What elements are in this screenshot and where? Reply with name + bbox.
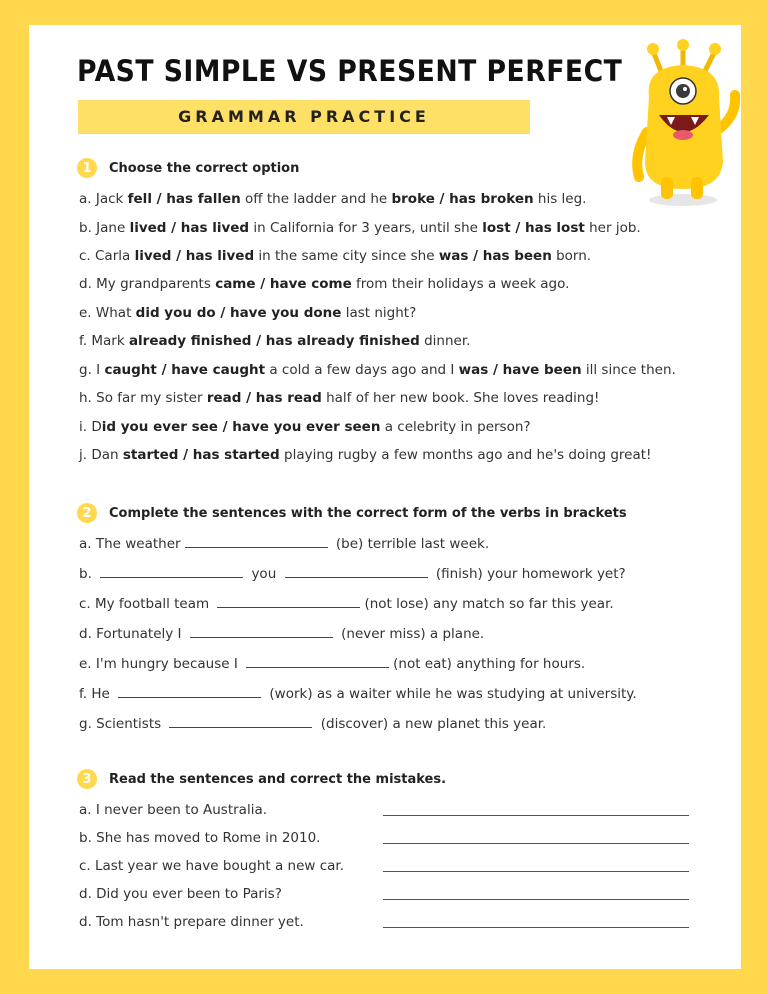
- answer-blank[interactable]: [118, 685, 261, 698]
- s3-item-c: c. Last year we have bought a new car.: [79, 858, 345, 874]
- worksheet: [29, 25, 741, 969]
- answer-line[interactable]: [383, 899, 689, 900]
- answer-line[interactable]: [383, 871, 689, 872]
- s2-item-e: e. I'm hungry because I (not eat) anything for hours.: [79, 656, 586, 672]
- section-2-title: Complete the sentences with the correct form of the verbs in brackets: [109, 505, 627, 521]
- answer-blank[interactable]: [100, 565, 243, 578]
- s1-item-e: e. What did you do / have you done last night?: [79, 305, 417, 321]
- section-2-heading: [77, 503, 627, 523]
- section-3-heading: [77, 769, 446, 789]
- section-1-number: 1: [77, 158, 97, 178]
- s1-item-h: h. So far my sister read / has read half of her new book. She loves reading!: [79, 390, 600, 406]
- subtitle: GRAMMAR PRACTICE: [178, 107, 430, 126]
- s1-item-b: b. Jane lived / has lived in California for 3 years, until she lost / has lost her job.: [79, 220, 641, 236]
- s3-item-e: d. Tom hasn't prepare dinner yet.: [79, 914, 304, 930]
- answer-blank[interactable]: [285, 565, 428, 578]
- answer-blank[interactable]: [190, 625, 333, 638]
- section-1-title: Choose the correct option: [109, 160, 300, 176]
- answer-blank[interactable]: [169, 715, 312, 728]
- answer-line[interactable]: [383, 843, 689, 844]
- subtitle-banner: [78, 100, 530, 134]
- s2-item-g: g. Scientists (discover) a new planet this year.: [79, 716, 547, 732]
- s2-item-c: c. My football team (not lose) any match so far this year.: [79, 596, 614, 612]
- s2-item-d: d. Fortunately I (never miss) a plane.: [79, 626, 485, 642]
- s1-item-c: c. Carla lived / has lived in the same city since she was / has been born.: [79, 248, 592, 264]
- s3-item-d: d. Did you ever been to Paris?: [79, 886, 282, 902]
- s3-item-a: a. I never been to Australia.: [79, 802, 268, 818]
- s3-item-b: b. She has moved to Rome in 2010.: [79, 830, 321, 846]
- s1-item-a: a. Jack fell / has fallen off the ladder and he broke / has broken his leg.: [79, 191, 587, 207]
- answer-blank[interactable]: [217, 595, 360, 608]
- answer-line[interactable]: [383, 815, 689, 816]
- s1-item-g: g. I caught / have caught a cold a few days ago and I was / have been ill since then.: [79, 362, 676, 378]
- section-3-title: Read the sentences and correct the mistakes.: [109, 771, 447, 787]
- answer-line[interactable]: [383, 927, 689, 928]
- section-3-number: 3: [77, 769, 97, 789]
- s1-item-j: j. Dan started / has started playing rugby a few months ago and he's doing great!: [79, 447, 652, 463]
- page-title: PAST SIMPLE VS PRESENT PERFECT: [77, 54, 623, 88]
- answer-blank[interactable]: [246, 655, 389, 668]
- s1-item-i: i. Did you ever see / have you ever seen a celebrity in person?: [79, 419, 531, 435]
- s1-item-f: f. Mark already finished / has already finished dinner.: [79, 333, 471, 349]
- monster-illustration: [625, 37, 745, 209]
- section-1-heading: [77, 158, 299, 178]
- s2-item-b: b. you (finish) your homework yet?: [79, 566, 626, 582]
- s2-item-f: f. He (work) as a waiter while he was studying at university.: [79, 686, 637, 702]
- answer-blank[interactable]: [185, 535, 328, 548]
- section-2-number: 2: [77, 503, 97, 523]
- s1-item-d: d. My grandparents came / have come from their holidays a week ago.: [79, 276, 570, 292]
- s2-item-a: a. The weather (be) terrible last week.: [79, 536, 490, 552]
